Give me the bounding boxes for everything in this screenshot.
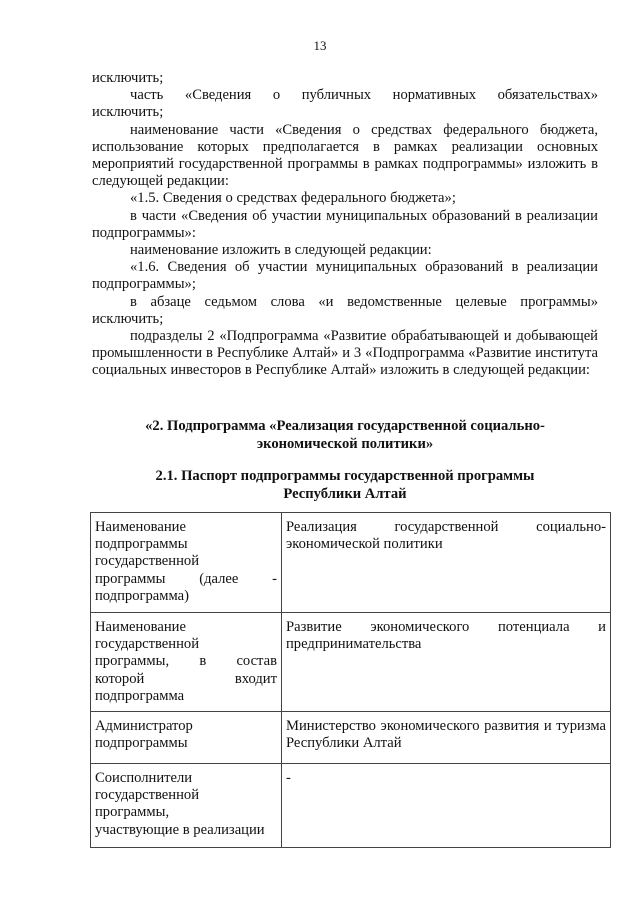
label-line: которой входит <box>95 670 277 687</box>
label-line: государственной <box>95 553 200 570</box>
body-text <box>92 70 598 380</box>
table-row <box>91 764 611 848</box>
row-value: Реализация государственной социально-экономической политики <box>282 513 611 613</box>
label-line: подпрограммы <box>95 536 188 553</box>
row-label <box>91 764 282 848</box>
row-value: Развитие экономического потенциала и предпринимательства <box>282 613 611 712</box>
subsection-heading <box>92 468 598 503</box>
label-line: участвующие в реализации <box>95 821 265 838</box>
paragraph: в части «Сведения об участии муниципальных образований в реализации подпрограммы»: <box>92 207 598 241</box>
label-line: Наименование <box>95 619 186 635</box>
section-heading-line: экономической политики» <box>256 435 434 452</box>
row-value: - <box>282 764 611 848</box>
row-label <box>91 613 282 712</box>
label-line: Наименование <box>95 519 186 535</box>
label-line: программы, <box>95 804 170 821</box>
label-line: государственной <box>95 636 200 653</box>
paragraph: «1.6. Сведения об участии муниципальных образований в реализации подпрограммы»; <box>92 259 598 293</box>
paragraph: наименование изложить в следующей редакции: <box>130 242 432 259</box>
table-row <box>91 613 611 712</box>
row-value: Министерство экономического развития и туризма Республики Алтай <box>282 712 611 764</box>
subsection-heading-line: Республики Алтай <box>283 485 407 502</box>
label-line: Администратор <box>95 718 193 735</box>
table-row <box>91 513 611 613</box>
label-line: подпрограмма <box>95 687 185 704</box>
label-line: программы, в состав <box>95 653 277 670</box>
label-line: Соисполнители <box>95 770 193 787</box>
section-heading-line: «2. Подпрограмма «Реализация государственной социально- <box>145 418 545 434</box>
row-label <box>91 712 282 764</box>
paragraph: часть «Сведения о публичных нормативных обязательствах» <box>130 87 598 104</box>
page-number: 13 <box>313 38 327 53</box>
paragraph: в абзаце седьмом слова «и ведомственные целевые программы» исключить; <box>92 293 598 327</box>
paragraph: наименование части «Сведения о средствах федерального бюджета, использование которых предполагается в рамках реализации основных мероприятий государственной программы в рамках подпрограммы» изложить в следующей редакции: <box>92 121 598 190</box>
subsection-heading-line: 2.1. Паспорт подпрограммы государственной программы <box>155 468 535 484</box>
paragraph: исключить; <box>92 104 164 121</box>
section-heading <box>92 418 598 453</box>
table-row <box>91 712 611 764</box>
label-line: программы (далее - <box>95 570 277 587</box>
row-label <box>91 513 282 613</box>
label-line: подпрограмма) <box>95 587 189 604</box>
label-line: подпрограммы <box>95 735 188 752</box>
paragraph: исключить; <box>92 70 164 86</box>
paragraph: «1.5. Сведения о средствах федерального бюджета»; <box>130 190 456 207</box>
label-line: государственной <box>95 787 200 804</box>
passport-table <box>90 512 611 848</box>
paragraph: подразделы 2 «Подпрограмма «Развитие обрабатывающей и добывающей промышленности в Республике Алтай» и 3 «Подпрограмма «Развитие института социальных инвесторов в Республике Алтай» изложить в следующей редакции: <box>92 328 598 379</box>
